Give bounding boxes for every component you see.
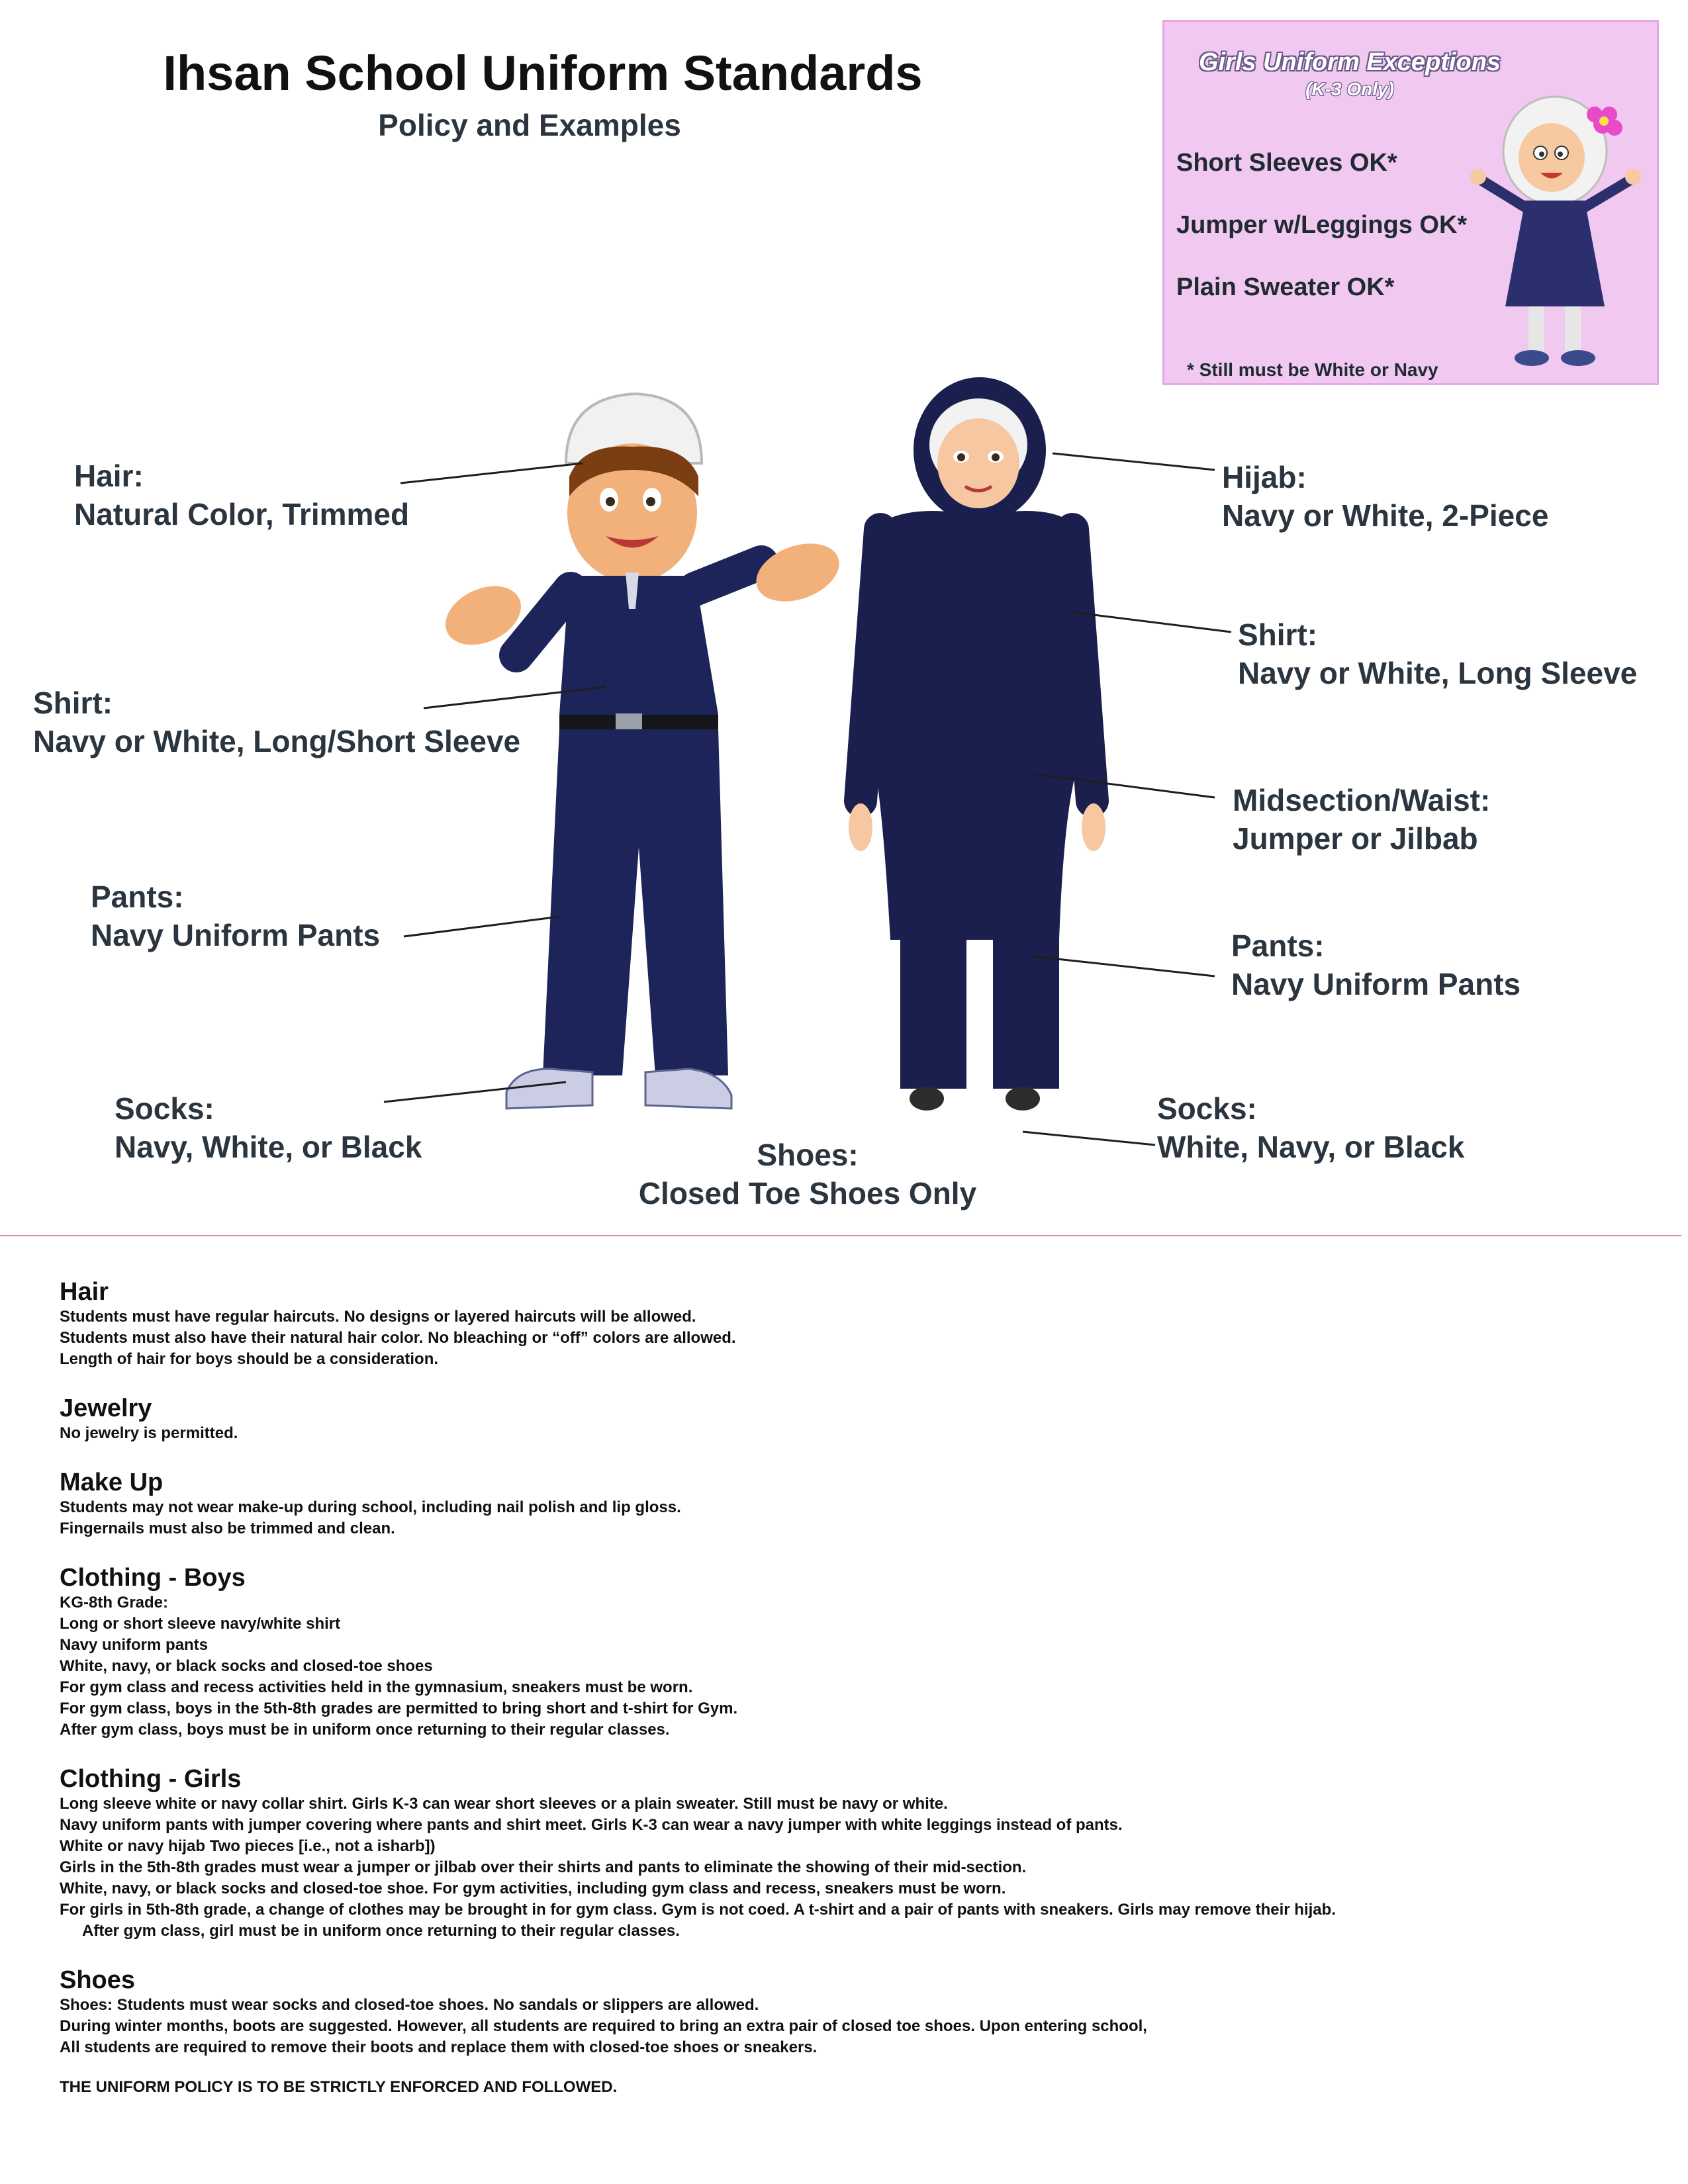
policy-section-clothing-boys <box>60 1563 1635 1741</box>
callout-heading: Shoes: <box>757 1138 859 1172</box>
callout-boy-socks <box>115 1089 422 1166</box>
callout-heading: Midsection/Waist: <box>1233 783 1491 817</box>
policy-line: For girls in 5th-8th grade, a change of clothes may be brought in for gym class. Gym is not coed. A t-shirt and a pair of pants with sneakers. Girls may remove their hijab. <box>60 1901 1336 1919</box>
callout-girl-pants <box>1231 927 1521 1003</box>
policy-line: For gym class, boys in the 5th-8th grades are permitted to bring short and t-shirt for Gym. <box>60 1700 738 1717</box>
exception-item-short-sleeves: Short Sleeves OK* <box>1176 149 1397 177</box>
policy-line: For gym class and recess activities held in the gymnasium, sneakers must be worn. <box>60 1678 693 1696</box>
callout-heading: Hijab: <box>1222 460 1307 494</box>
callout-text: Jumper or Jilbab <box>1233 821 1478 856</box>
callout-girl-hijab <box>1222 458 1548 535</box>
callout-boy-hair <box>74 457 409 533</box>
callout-heading: Pants: <box>1231 929 1325 963</box>
policy-line: Long or short sleeve navy/white shirt <box>60 1615 341 1633</box>
exception-item-plain-sweater: Plain Sweater OK* <box>1176 273 1395 301</box>
exceptions-note: * Still must be White or Navy <box>1187 359 1438 380</box>
policy-section-clothing-girls <box>60 1764 1635 1942</box>
policy-line: Shoes: Students must wear socks and closed-toe shoes. No sandals or slippers are allowed. <box>60 1996 759 2014</box>
callout-text: White, Navy, or Black <box>1157 1130 1465 1164</box>
callout-heading: Shirt: <box>1238 617 1318 652</box>
callout-girl-shirt <box>1238 615 1637 692</box>
policy-line: White or navy hijab Two pieces [i.e., not a isharb]) <box>60 1837 436 1855</box>
callout-text: Closed Toe Shoes Only <box>638 1176 977 1210</box>
section-heading: Shoes <box>60 1966 136 1994</box>
policy-section-shoes <box>60 1966 1635 2058</box>
policy-line: Navy uniform pants with jumper covering where pants and shirt meet. Girls K-3 can wear a navy jumper with white leggings instead of pants. <box>60 1816 1123 1834</box>
section-heading: Make Up <box>60 1469 164 1496</box>
policy-line: Fingernails must also be trimmed and clean. <box>60 1520 395 1537</box>
callout-heading: Socks: <box>1157 1091 1257 1126</box>
policy-line: After gym class, boys must be in uniform once returning to their regular classes. <box>60 1721 670 1739</box>
policy-line: Students must also have their natural hair color. No bleaching or “off” colors are allowed. <box>60 1329 736 1347</box>
page-title: Ihsan School Uniform Standards <box>163 46 923 101</box>
policy-line: Navy uniform pants <box>60 1636 209 1654</box>
callout-text: Navy Uniform Pants <box>1231 967 1521 1001</box>
policy-line: During winter months, boots are suggested. However, all students are required to bring an extra pair of closed toe shoes. Upon entering school, <box>60 2017 1147 2035</box>
policy-line: Girls in the 5th-8th grades must wear a jumper or jilbab over their shirts and pants to eliminate the showing of their mid-section. <box>60 1858 1027 1876</box>
callout-heading: Shirt: <box>33 686 113 720</box>
policy-section-jewelry <box>60 1394 1635 1444</box>
callout-text: Navy Uniform Pants <box>91 918 381 952</box>
callout-text: Navy, White, or Black <box>115 1130 422 1164</box>
callout-text: Navy or White, 2-Piece <box>1222 498 1549 533</box>
policy-line: KG-8th Grade: <box>60 1594 169 1612</box>
exceptions-title: Girls Uniform Exceptions <box>1198 48 1501 76</box>
policy-line: All students are required to remove their boots and replace them with closed-toe shoes or sneakers. <box>60 2038 818 2056</box>
small-girl-illustration <box>1456 88 1654 379</box>
callout-shoes <box>635 1136 980 1212</box>
callout-text: Natural Color, Trimmed <box>74 497 410 531</box>
policy-line: Students may not wear make-up during school, including nail polish and lip gloss. <box>60 1498 681 1516</box>
policy-text <box>60 1277 1635 2097</box>
section-heading: Clothing - Girls <box>60 1765 242 1793</box>
page-subtitle: Policy and Examples <box>378 108 681 142</box>
section-divider <box>0 1235 1681 1236</box>
policy-enforcement-note: THE UNIFORM POLICY IS TO BE STRICTLY ENFORCED AND FOLLOWED. <box>60 2078 618 2096</box>
girl-illustration <box>849 377 1105 1111</box>
callout-boy-shirt <box>33 684 520 760</box>
callout-girl-midsection <box>1233 781 1490 858</box>
policy-line: White, navy, or black socks and closed-toe shoes <box>60 1657 433 1675</box>
policy-line: Long sleeve white or navy collar shirt. Girls K-3 can wear short sleeves or a plain sweater. Still must be navy or white. <box>60 1795 948 1813</box>
section-heading: Jewelry <box>60 1394 152 1422</box>
exceptions-subtitle: (K-3 Only) <box>1305 79 1394 99</box>
policy-line: White, navy, or black socks and closed-toe shoe. For gym activities, including gym class and recess, sneakers must be worn. <box>60 1880 1006 1897</box>
girls-exceptions-box <box>1162 20 1659 385</box>
policy-section-makeup <box>60 1468 1635 1539</box>
callout-boy-pants <box>91 878 380 954</box>
callout-heading: Pants: <box>91 880 184 914</box>
callout-heading: Socks: <box>115 1091 214 1126</box>
policy-line: Students must have regular haircuts. No designs or layered haircuts will be allowed. <box>60 1308 696 1326</box>
callout-text: Navy or White, Long Sleeve <box>1238 656 1638 690</box>
policy-section-hair <box>60 1277 1635 1370</box>
policy-line: No jewelry is permitted. <box>60 1424 238 1442</box>
section-heading: Hair <box>60 1278 109 1306</box>
policy-line: Length of hair for boys should be a consideration. <box>60 1350 439 1368</box>
exception-item-jumper-leggings: Jumper w/Leggings OK* <box>1176 211 1468 239</box>
callout-heading: Hair: <box>74 459 144 493</box>
policy-line: After gym class, girl must be in uniform once returning to their regular classes. <box>82 1922 680 1940</box>
callout-girl-socks <box>1157 1089 1464 1166</box>
callout-text: Navy or White, Long/Short Sleeve <box>33 724 521 758</box>
section-heading: Clothing - Boys <box>60 1564 246 1592</box>
